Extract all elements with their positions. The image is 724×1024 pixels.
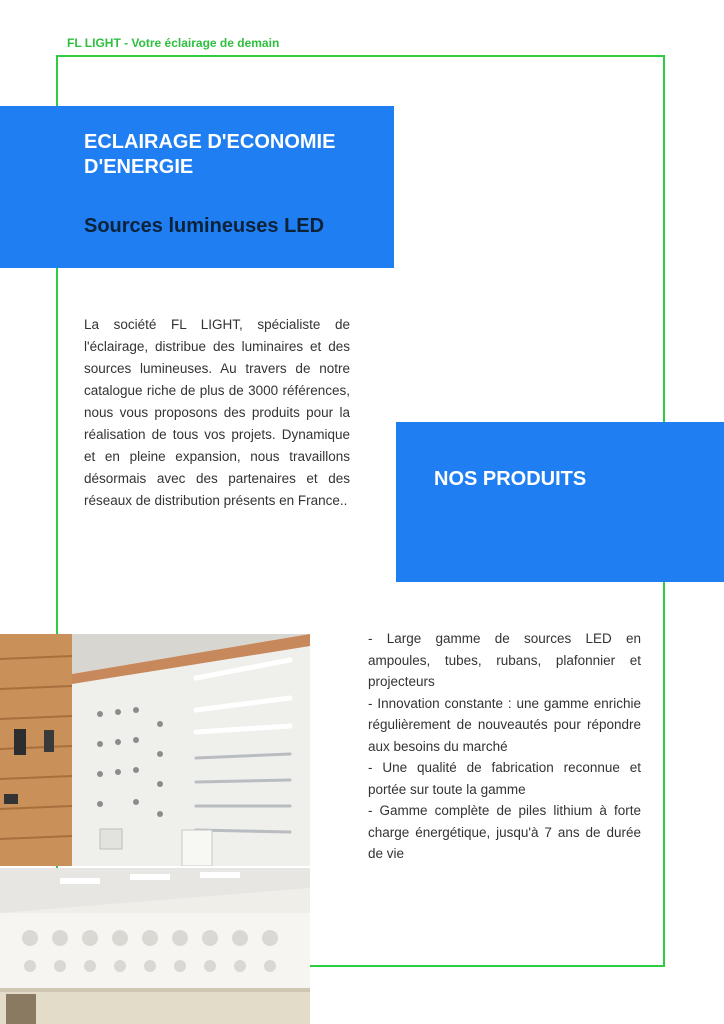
feature-item: - Large gamme de sources LED en ampoules, tubes, rubans, plafonnier et projecteurs [368, 631, 641, 689]
page-subtitle: Sources lumineuses LED [84, 215, 325, 237]
page-title: ECLAIRAGE D'ECONOMIE D'ENERGIE [84, 131, 336, 178]
products-heading: NOS PRODUITS [434, 468, 587, 490]
product-features-list [368, 628, 641, 865]
feature-item: - Gamme complète de piles lithium à forte charge énergétique, jusqu'à 7 ans de durée de vie [368, 803, 641, 861]
showroom-photo-interior [0, 868, 310, 1024]
header-tagline: FL LIGHT - Votre éclairage de demain [67, 36, 280, 50]
showroom-photo-wall [0, 634, 310, 866]
intro-paragraph: La société FL LIGHT, spécialiste de l'éclairage, distribue des luminaires et des sources lumineuses. Au travers de notre catalogue riche de plus de 3000 références, nous vous proposons des produits pour la réalisation de tous vos projets. Dynamique et en pleine expansion, nous travaillons désormais avec des partenaires et des réseaux de distribution présents en France.. [84, 317, 350, 508]
products-banner [396, 422, 724, 582]
feature-item: - Innovation constante : une gamme enrichie régulièrement de nouveautés pour répondre aux besoins du marché [368, 695, 641, 754]
feature-item: - Une qualité de fabrication reconnue et portée sur toute la gamme [368, 760, 641, 797]
